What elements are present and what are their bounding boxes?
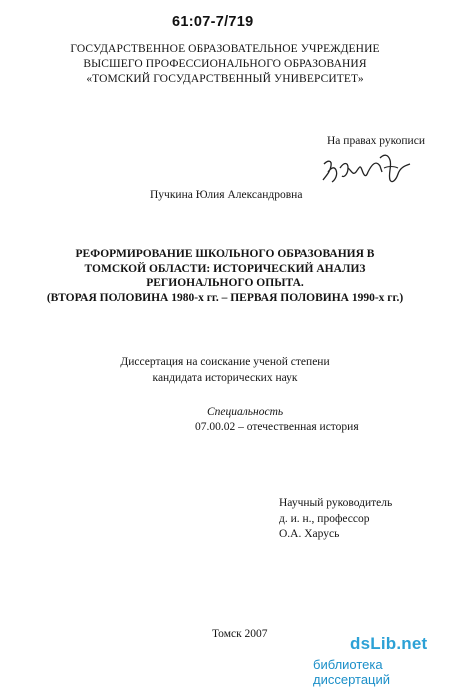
registration-code: 61:07-7/719 bbox=[172, 14, 254, 30]
title-line: (ВТОРАЯ ПОЛОВИНА 1980-х гг. – ПЕРВАЯ ПОЛОВИНА 1990-х гг.) bbox=[46, 291, 404, 304]
specialty-value: 07.00.02 – отечественная история bbox=[195, 421, 359, 433]
dissertation-type bbox=[0, 355, 450, 386]
watermark-logo: dsLib.net bbox=[350, 634, 428, 653]
dissertation-type-line: кандидата исторических наук bbox=[152, 371, 298, 384]
supervisor-line: Научный руководитель bbox=[279, 497, 393, 509]
supervisor-line: д. и. н., профессор bbox=[279, 512, 370, 525]
organization-line: ГОСУДАРСТВЕННОЕ ОБРАЗОВАТЕЛЬНОЕ УЧРЕЖДЕНИЕ bbox=[70, 43, 380, 55]
supervisor-line: О.А. Харусь bbox=[279, 528, 340, 540]
dissertation-type-line: Диссертация на соискание ученой степени bbox=[120, 356, 330, 368]
handwritten-signature bbox=[318, 150, 414, 190]
specialty-label: Специальность bbox=[207, 406, 284, 418]
supervisor-block bbox=[279, 496, 392, 543]
organization-header bbox=[0, 42, 450, 87]
title-line: РЕГИОНАЛЬНОГО ОПЫТА. bbox=[146, 277, 304, 289]
title-line: ТОМСКОЙ ОБЛАСТИ: ИСТОРИЧЕСКИЙ АНАЛИЗ bbox=[84, 262, 366, 275]
organization-line: «ТОМСКИЙ ГОСУДАРСТВЕННЫЙ УНИВЕРСИТЕТ» bbox=[86, 73, 364, 85]
organization-line: ВЫСШЕГО ПРОФЕССИОНАЛЬНОГО ОБРАЗОВАНИЯ bbox=[83, 58, 367, 70]
place-year: Томск 2007 bbox=[212, 628, 268, 640]
watermark-subtitle: библиотека диссертаций bbox=[313, 657, 391, 687]
author-name: Пучкина Юлия Александровна bbox=[150, 189, 303, 201]
title-line: РЕФОРМИРОВАНИЕ ШКОЛЬНОГО ОБРАЗОВАНИЯ В bbox=[75, 248, 375, 260]
dissertation-title bbox=[0, 247, 450, 305]
manuscript-rights: На правах рукописи bbox=[327, 135, 425, 147]
